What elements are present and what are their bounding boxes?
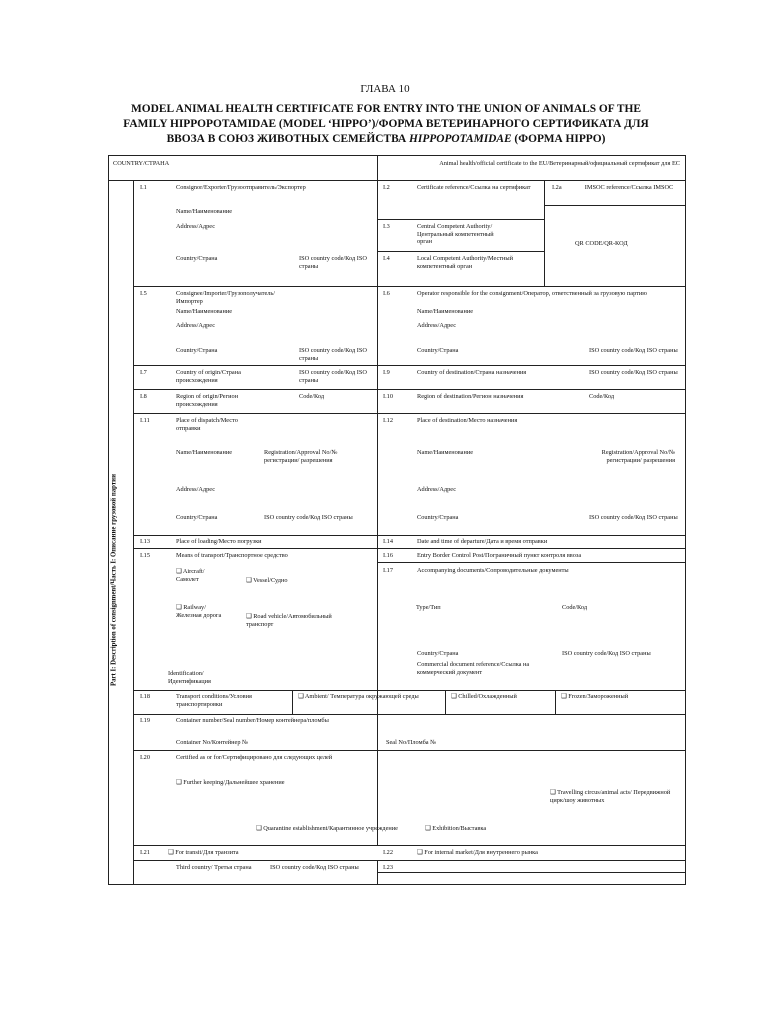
third-country-iso-label: ISO country code/Код ISO страны <box>270 864 359 871</box>
region-of-destination-label: Region of destination/Регион назначения <box>417 393 524 400</box>
title-line-1: MODEL ANIMAL HEALTH CERTIFICATE FOR ENTRY INTO THE UNION OF ANIMALS OF THE <box>131 103 641 115</box>
consignor-address-label: Address/Адрес <box>176 223 216 230</box>
field-i6-number: I.6 <box>383 290 390 297</box>
country-of-origin-label: Country of origin/Страна происхождения <box>176 369 241 384</box>
certified-for-label: Certified as or for/Сертифицировано для следующих целей <box>176 754 333 761</box>
internal-market-option[interactable]: ❑ For internal market/Для внутреннего рынка <box>417 849 538 856</box>
field-i9-number: I.9 <box>383 369 390 376</box>
country-label: COUNTRY/СТРАНА <box>113 160 170 167</box>
origin-iso-label: ISO country code/Код ISO страны <box>299 369 367 384</box>
ambient-option[interactable]: ❑ Ambient/ Температура окружающей среды <box>298 693 419 700</box>
operator-iso-label: ISO country code/Код ISO страны <box>589 347 678 354</box>
consignor-iso-label: ISO country code/Код ISO страны <box>299 255 367 270</box>
exhibition-option[interactable]: ❑ Exhibition/Выставка <box>425 825 487 832</box>
further-keeping-option[interactable]: ❑ Further keeping/Дальнейшее хранение <box>176 779 285 786</box>
consignor-country-label: Country/Страна <box>176 255 218 262</box>
field-i14-number: I.14 <box>383 538 393 545</box>
consignor-name-label: Name/Наименование <box>176 208 233 215</box>
central-authority-label: Central Competent Authority/Центральный компетентный орган <box>417 223 494 246</box>
field-i22-number: I.22 <box>383 849 393 856</box>
chapter-heading: ГЛАВА 10 <box>360 83 410 95</box>
document-iso-label: ISO country code/Код ISO страны <box>562 650 651 657</box>
seal-number-label: Seal No/Пломба № <box>386 739 437 746</box>
frozen-option[interactable]: ❑ Frozen/Замороженный <box>561 693 629 700</box>
document-code-label: Code/Код <box>562 604 588 611</box>
field-i21-number: I.21 <box>140 849 150 856</box>
dispatch-country-label: Country/Страна <box>176 514 218 521</box>
departure-datetime-label: Date and time of departure/Дата и время отправки <box>417 538 548 545</box>
means-of-transport-label: Means of transport/Транспортное средство <box>176 552 288 559</box>
commercial-document-label: Commercial document reference/Ссылка на коммерческий документ <box>417 661 530 676</box>
railway-option[interactable]: ❑ Railway/ Железная дорога <box>176 604 222 619</box>
origin-region-code-label: Code/Код <box>299 393 325 400</box>
container-number-label: Container No/Контейнер № <box>176 739 249 746</box>
chilled-option[interactable]: ❑ Chilled/Охлажденный <box>451 693 517 700</box>
transport-identification-label: Identification/ Идентификация <box>168 670 211 685</box>
destination-iso-label: ISO country code/Код ISO страны <box>589 369 678 376</box>
quarantine-option[interactable]: ❑ Quarantine establishment/Карантинное учреждение <box>256 825 398 832</box>
field-i12-number: I.12 <box>383 417 393 424</box>
destination-place-iso-label: ISO country code/Код ISO страны <box>589 514 678 521</box>
document-type-label: Type/Тип <box>416 604 441 611</box>
certificate-type-label: Animal health/official certificate to the EU/Ветеринарный/официальный сертификат для ЕС <box>439 160 680 167</box>
consignee-address-label: Address/Адрес <box>176 322 216 329</box>
accompanying-documents-label: Accompanying documents/Сопроводительные документы <box>417 567 569 574</box>
container-seal-label: Container number/Seal number/Номер контейнера/пломбы <box>176 717 329 724</box>
consignee-country-label: Country/Страна <box>176 347 218 354</box>
title-line-3b: (ФОРМА HIPPO) <box>511 133 606 145</box>
field-i7-number: I.7 <box>140 369 147 376</box>
destination-registration-label: Registration/Approval No/№ регистрации/ разрешения <box>601 449 675 464</box>
field-i16-number: I.16 <box>383 552 393 559</box>
field-i4-number: I.4 <box>383 255 390 262</box>
title-line-2: FAMILY HIPPOPOTAMIDAE (MODEL ‘HIPPO’)/ФОРМА ВЕТЕРИНАРНОГО СЕРТИФИКАТА ДЛЯ <box>123 118 649 130</box>
title-line-3a: ВВОЗА В СОЮЗ ЖИВОТНЫХ СЕМЕЙСТВА <box>166 133 410 145</box>
consignee-iso-label: ISO country code/Код ISO страны <box>299 347 367 362</box>
road-vehicle-option[interactable]: ❑ Road vehicle/Автомобильный транспорт <box>246 613 332 628</box>
operator-address-label: Address/Адрес <box>417 322 457 329</box>
travelling-circus-option[interactable]: ❑ Travelling circus/animal acts/ Передвижной цирк/шоу животных <box>550 789 671 804</box>
transport-conditions-label: Transport conditions/Условия транспортировки <box>176 693 252 708</box>
destination-address-label: Address/Адрес <box>417 486 457 493</box>
center-divider <box>377 155 378 845</box>
dispatch-name-label: Name/Наименование <box>176 449 233 456</box>
field-i10-number: I.10 <box>383 393 393 400</box>
operator-name-label: Name/Наименование <box>417 308 474 315</box>
dispatch-address-label: Address/Адрес <box>176 486 216 493</box>
field-i11-number: I.11 <box>140 417 150 424</box>
field-i5-number: I.5 <box>140 290 147 297</box>
consignee-label: Consignee/Importer/Грузополучатель/Импортер <box>176 290 276 305</box>
operator-label: Operator responsible for the consignment/Оператор, ответственный за грузовую партию <box>417 290 647 297</box>
transit-option[interactable]: ❑ For transit/Для транзита <box>168 849 239 856</box>
place-of-dispatch-label: Place of dispatch/Место отправки <box>176 417 238 432</box>
operator-country-label: Country/Страна <box>417 347 459 354</box>
certificate-title <box>110 102 662 147</box>
consignor-label: Consignor/Exporter/Грузоотправитель/Экспортер <box>176 184 306 191</box>
aircraft-option[interactable]: ❑ Aircraft/ Самолет <box>176 568 205 583</box>
dispatch-registration-label: Registration/Approval No/№ регистрации/ разрешения <box>264 449 338 464</box>
title-line-3-italic: HIPPOPOTAMIDAE <box>409 133 512 145</box>
document-country-label: Country/Страна <box>417 650 459 657</box>
region-of-origin-label: Region of origin/Регион происхождения <box>176 393 239 408</box>
place-of-destination-label: Place of destination/Место назначения <box>417 417 518 424</box>
field-i15-number: I.15 <box>140 552 150 559</box>
field-i8-number: I.8 <box>140 393 147 400</box>
vessel-option[interactable]: ❑ Vessel/Судно <box>246 577 288 584</box>
field-i23-number: I.23 <box>383 864 393 871</box>
destination-country-label: Country/Страна <box>417 514 459 521</box>
field-i1-number: I.1 <box>140 184 147 191</box>
border-control-post-label: Entry Border Control Post/Пограничный пункт контроля ввоза <box>417 552 582 559</box>
field-i2a-number: I.2a <box>552 184 562 191</box>
place-of-loading-label: Place of loading/Место погрузки <box>176 538 262 545</box>
imsoc-reference-label: IMSOC reference/Ссылка IMSOC <box>584 184 674 191</box>
field-i19-number: I.19 <box>140 717 150 724</box>
field-i13-number: I.13 <box>140 538 150 545</box>
destination-region-code-label: Code/Код <box>589 393 615 400</box>
part-one-label: Part I: Description of consignment/Часть I: Описание грузовой партии <box>110 473 118 687</box>
destination-name-label: Name/Наименование <box>417 449 474 456</box>
consignee-name-label: Name/Наименование <box>176 308 233 315</box>
field-i20-number: I.20 <box>140 754 150 761</box>
country-of-destination-label: Country of destination/Страна назначения <box>417 369 527 376</box>
field-i3-number: I.3 <box>383 223 390 230</box>
local-authority-label: Local Competent Authority/Местный компетентный орган <box>417 255 513 270</box>
field-i2-number: I.2 <box>383 184 390 191</box>
field-i18-number: I.18 <box>140 693 150 700</box>
qr-code-label: QR CODE/QR-КОД <box>575 240 628 247</box>
certificate-reference-label: Certificate reference/Ссылка на сертификат <box>417 184 531 191</box>
dispatch-iso-label: ISO country code/Код ISO страны <box>264 514 353 521</box>
third-country-label: Third country/ Третья страна <box>176 864 252 871</box>
field-i17-number: I.17 <box>383 567 393 574</box>
